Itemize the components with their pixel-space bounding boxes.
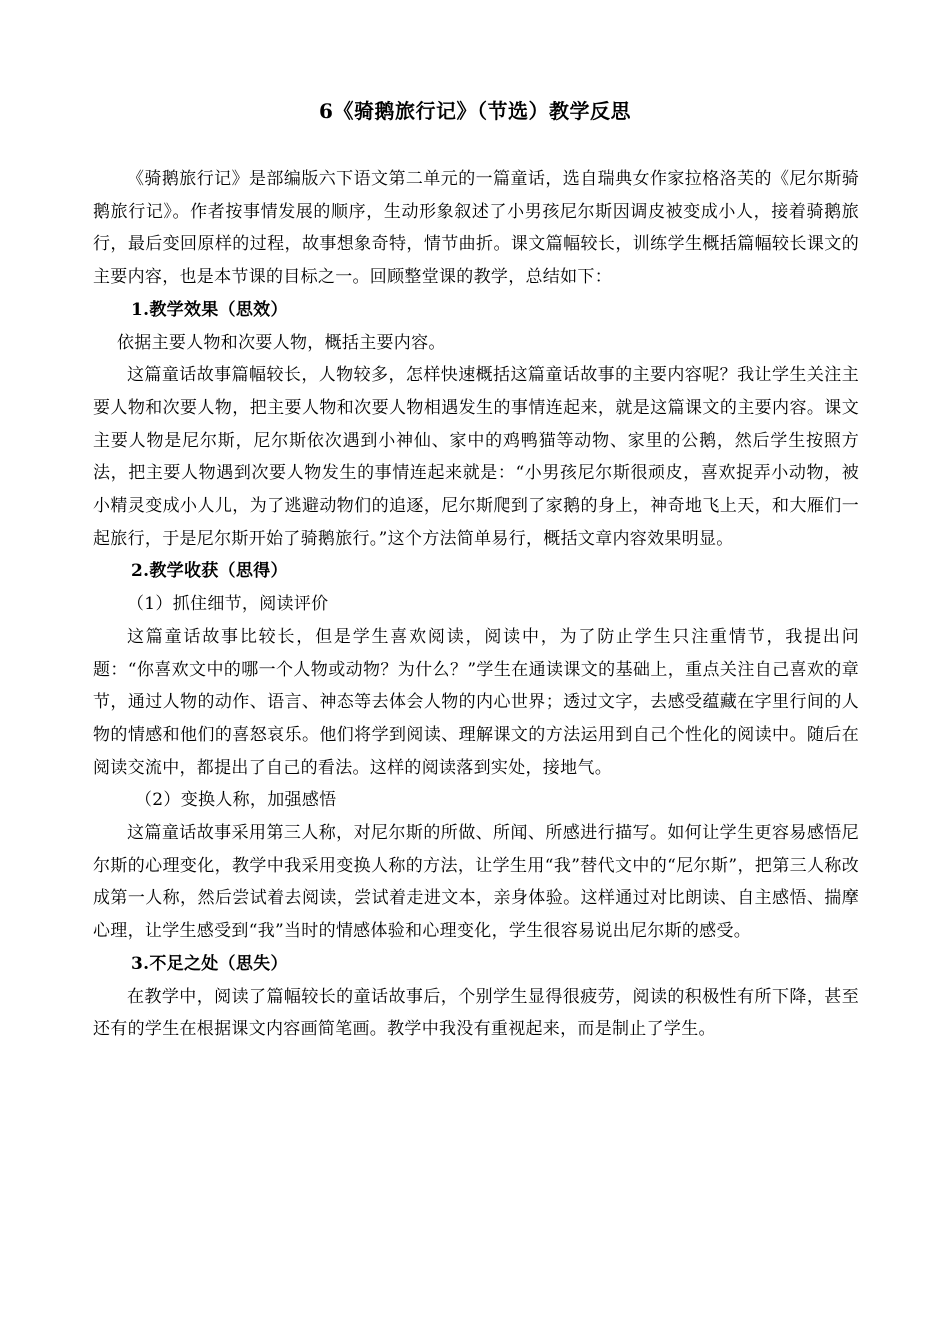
section-3-heading: 3.不足之处（思失） — [131, 953, 288, 974]
section-2-sub1-paragraph: 这篇童话故事比较长，但是学生喜欢阅读，阅读中，为了防止学生只注重情节，我提出问题：“你喜欢文中的哪一个人物或动物？为什么？”学生在通读课文的基础上，重点关注自己喜欢的章节，通过人物的动作、语言、神态等去体会人物的内心世界；透过文字，去感受蕴藏在字里行间的人物的情感和他们的喜怒哀乐。他们将学到阅读、理解课文的方法运用到自己个性化的阅读中。随后在阅读交流中，都提出了自己的看法。这样的阅读落到实处，接地气。 — [93, 626, 859, 778]
section-1-heading: 1.教学效果（思效） — [131, 299, 288, 320]
intro-paragraph: 《骑鹅旅行记》是部编版六下语文第二单元的一篇童话，选自瑞典女作家拉格洛芙的《尼尔斯骑鹅旅行记》。作者按事情发展的顺序，生动形象叙述了小男孩尼尔斯因调皮被变成小人，接着骑鹅旅行，最后变回原样的过程，故事想象奇特，情节曲折。课文篇幅较长，训练学生概括篇幅较长课文的主要内容，也是本节课的目标之一。回顾整堂课的教学，总结如下： — [93, 169, 859, 288]
document-body — [93, 163, 859, 1046]
document-title: 6《骑鹅旅行记》（节选）教学反思 — [319, 99, 631, 123]
section-2-heading: 2.教学收获（思得） — [131, 561, 288, 582]
section-1-lead: 依据主要人物和次要人物，概括主要内容。 — [117, 332, 446, 353]
section-2-subheading-1: （1）抓住细节，阅读评价 — [127, 594, 329, 615]
section-2-sub2-paragraph: 这篇童话故事采用第三人称，对尼尔斯的所做、所闻、所感进行描写。如何让学生更容易感悟尼尔斯的心理变化，教学中我采用变换人称的方法，让学生用“我”替代文中的“尼尔斯”，把第三人称改成第一人称，然后尝试着去阅读，尝试着走进文本，亲身体验。这样通过对比朗读、自主感悟、揣摩心理，让学生感受到“我”当时的情感体验和心理变化，学生很容易说出尼尔斯的感受。 — [93, 823, 859, 942]
section-1-paragraph: 这篇童话故事篇幅较长，人物较多，怎样快速概括这篇童话故事的主要内容呢？我让学生关注主要人物和次要人物，把主要人物和次要人物相遇发生的事情连起来，就是这篇课文的主要内容。课文主要人物是尼尔斯，尼尔斯依次遇到小神仙、家中的鸡鸭猫等动物、家里的公鹅，然后学生按照方法，把主要人物遇到次要人物发生的事情连起来就是：“小男孩尼尔斯很顽皮，喜欢捉弄小动物，被小精灵变成小人儿，为了逃避动物们的追逐，尼尔斯爬到了家鹅的身上，神奇地飞上天，和大雁们一起旅行，于是尼尔斯开始了骑鹅旅行。”这个方法简单易行，概括文章内容效果明显。 — [93, 365, 859, 549]
section-3-paragraph: 在教学中，阅读了篇幅较长的童话故事后，个别学生显得很疲劳，阅读的积极性有所下降，甚至还有的学生在根据课文内容画简笔画。教学中我没有重视起来，而是制止了学生。 — [93, 986, 859, 1040]
section-2-subheading-2: （2）变换人称，加强感悟 — [135, 790, 337, 811]
